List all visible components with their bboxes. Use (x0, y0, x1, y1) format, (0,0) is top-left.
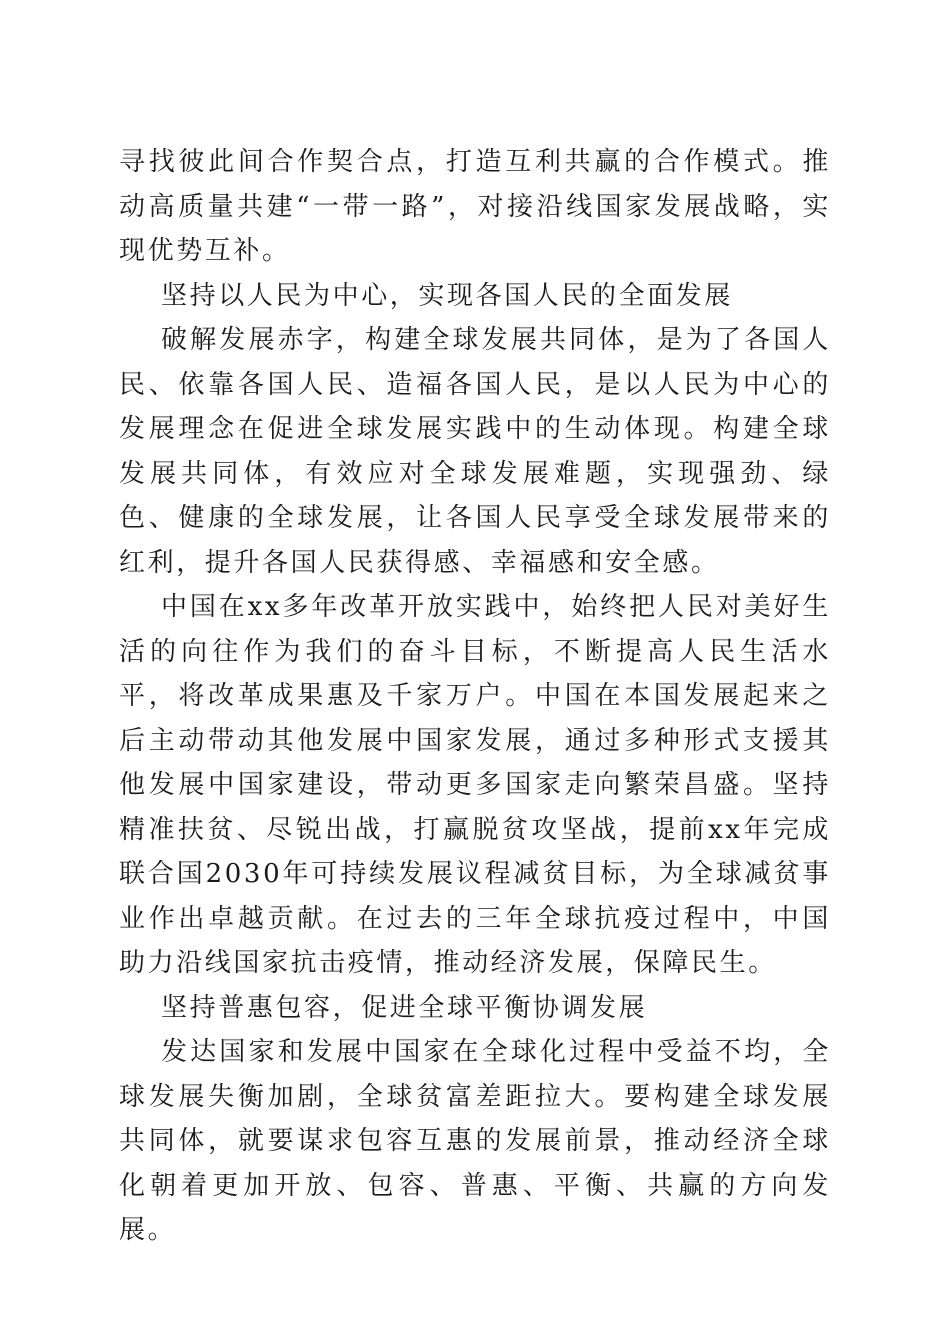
section-heading-people-centered: 坚持以人民为中心，实现各国人民的全面发展 (161, 280, 734, 311)
paragraph-development-deficit: 破解发展赤字，构建全球发展共同体，是为了各国人民、依靠各国人民、造福各国人民，是以人民为中心的发展理念在促进全球发展实践中的生动体现。构建全球发展共同体，有效应对全球发展难题，实现强劲、绿色、健康的全球发展，让各国人民享受全球发展带来的红利，提升各国人民获得感、幸福感和安全感。 (119, 325, 831, 578)
section-heading-inclusive-development: 坚持普惠包容，促进全球平衡协调发展 (161, 992, 648, 1023)
document-body (119, 140, 831, 1253)
paragraph-china-reform: 中国在xx多年改革开放实践中，始终把人民对美好生活的向往作为我们的奋斗目标，不断提高人民生活水平，将改革成果惠及千家万户。中国在本国发展起来之后主动带动其他发展中国家发展，通过多种形式支援其他发展中国家建设，带动更多国家走向繁荣昌盛。坚持精准扶贫、尽锐出战，打赢脱贫攻坚战，提前xx年完成联合国2030年可持续发展议程减贫目标，为全球减贫事业作出卓越贡献。在过去的三年全球抗疫过程中，中国助力沿线国家抗击疫情，推动经济发展，保障民生。 (119, 592, 831, 978)
paragraph-cooperation-continued: 寻找彼此间合作契合点，打造互利共赢的合作模式。推动高质量共建“一带一路”，对接沿线国家发展战略，实现优势互补。 (119, 147, 831, 266)
paragraph-balanced-development: 发达国家和发展中国家在全球化过程中受益不均，全球发展失衡加剧，全球贫富差距拉大。要构建全球发展共同体，就要谋求包容互惠的发展前景，推动经济全球化朝着更加开放、包容、普惠、平衡、共赢的方向发展。 (119, 1037, 831, 1245)
